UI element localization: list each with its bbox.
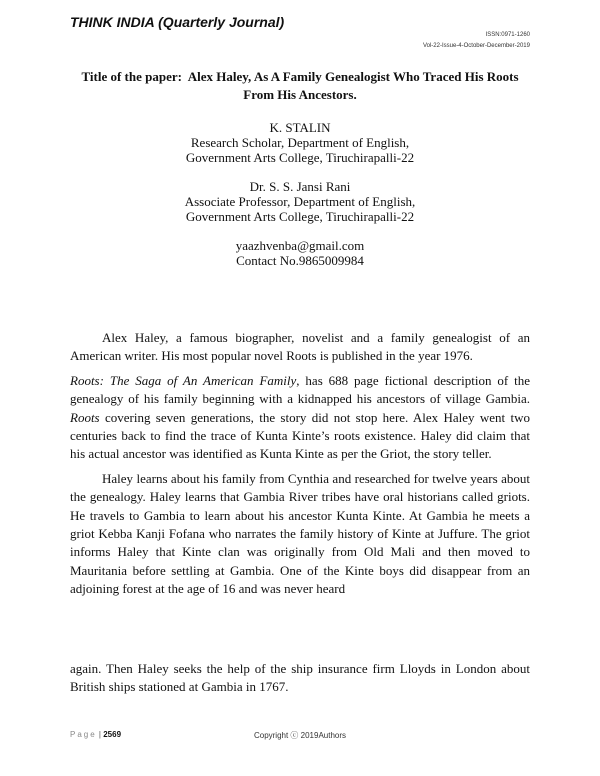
author-affiliation-line: Government Arts College, Tiruchirapalli-22 xyxy=(185,150,415,165)
author-affiliation-line: Research Scholar, Department of English, xyxy=(190,135,410,150)
contact-phone: Contact No.9865009984 xyxy=(236,253,364,268)
copyright-notice: Copyright ⓒ 2019Authors xyxy=(253,731,347,740)
paragraph-2-text: covering seven generations, the story did not stop here. Alex Haley went two centuries back to find the trace of Kunta Kinte’s roots existence. Haley did claim that his actual ancestor was identified as Kunta Kinte as per the Griot, the story teller. xyxy=(70,409,530,462)
author-affiliation-line: Associate Professor, Department of English, xyxy=(184,194,416,209)
page-separator: | xyxy=(98,730,101,739)
paragraph-2-text: , has 688 page fictional description of the genealogy of his family beginning with a kidnapped his ancestors of village Gambia. xyxy=(70,372,530,407)
contact-block xyxy=(70,238,530,268)
page-number: 2569 xyxy=(103,730,122,739)
body-text xyxy=(70,329,530,605)
author-section xyxy=(70,120,530,282)
author-name: K. STALIN xyxy=(269,120,331,135)
italic-book-title: Roots: The Saga of An American Family xyxy=(70,372,297,388)
paragraph-3: Haley learns about his family from Cynthia and researched for twelve years about the genealogy. Haley learns that Gambia River tribes have oral historians called griots. He travels to Gambia to learn about his ancestor Kunta Kinte. At Gambia he meets a griot Kebba Kanji Fofana who narrates the family history of Kinte at Juffure. The griot informs Haley that Kinte clan was originally from Old Mali and then moved to Mauritania before settling at Gambia. One of the Kinte boys did disappear from an adjoining forest at the age of 16 and was never heard xyxy=(70,470,530,597)
author-1 xyxy=(70,120,530,165)
contact-email: yaazhvenba@gmail.com xyxy=(235,238,365,253)
page-label: Page xyxy=(70,730,97,739)
paper-title-prefix: Title of the paper: xyxy=(81,69,182,84)
author-name: Dr. S. S. Jansi Rani xyxy=(249,179,351,194)
paper-title-text: Alex Haley, As A Family Genealogist Who Traced His Roots From His Ancestors. xyxy=(187,69,519,102)
author-2 xyxy=(70,179,530,224)
paragraph-1: Alex Haley, a famous biographer, novelist and a family genealogist of an American writer. His most popular novel Roots is published in the year 1976. xyxy=(70,330,530,364)
paper-title xyxy=(70,68,530,104)
journal-title: THINK INDIA (Quarterly Journal) xyxy=(70,14,285,30)
paragraph-4: again. Then Haley seeks the help of the ship insurance firm Lloyds in London about British ships stationed at Gambia in 1767. xyxy=(70,661,530,695)
author-affiliation-line: Government Arts College, Tiruchirapalli-22 xyxy=(185,209,415,224)
issn-block xyxy=(423,30,530,52)
volume-issue: Vol-22-Issue-4-October-December-2019 xyxy=(422,43,530,49)
issn-number: ISSN:0971-1260 xyxy=(485,32,530,38)
body-text-continued xyxy=(70,660,530,697)
paragraph-2 xyxy=(70,372,530,464)
italic-book-title: Roots xyxy=(70,409,100,425)
